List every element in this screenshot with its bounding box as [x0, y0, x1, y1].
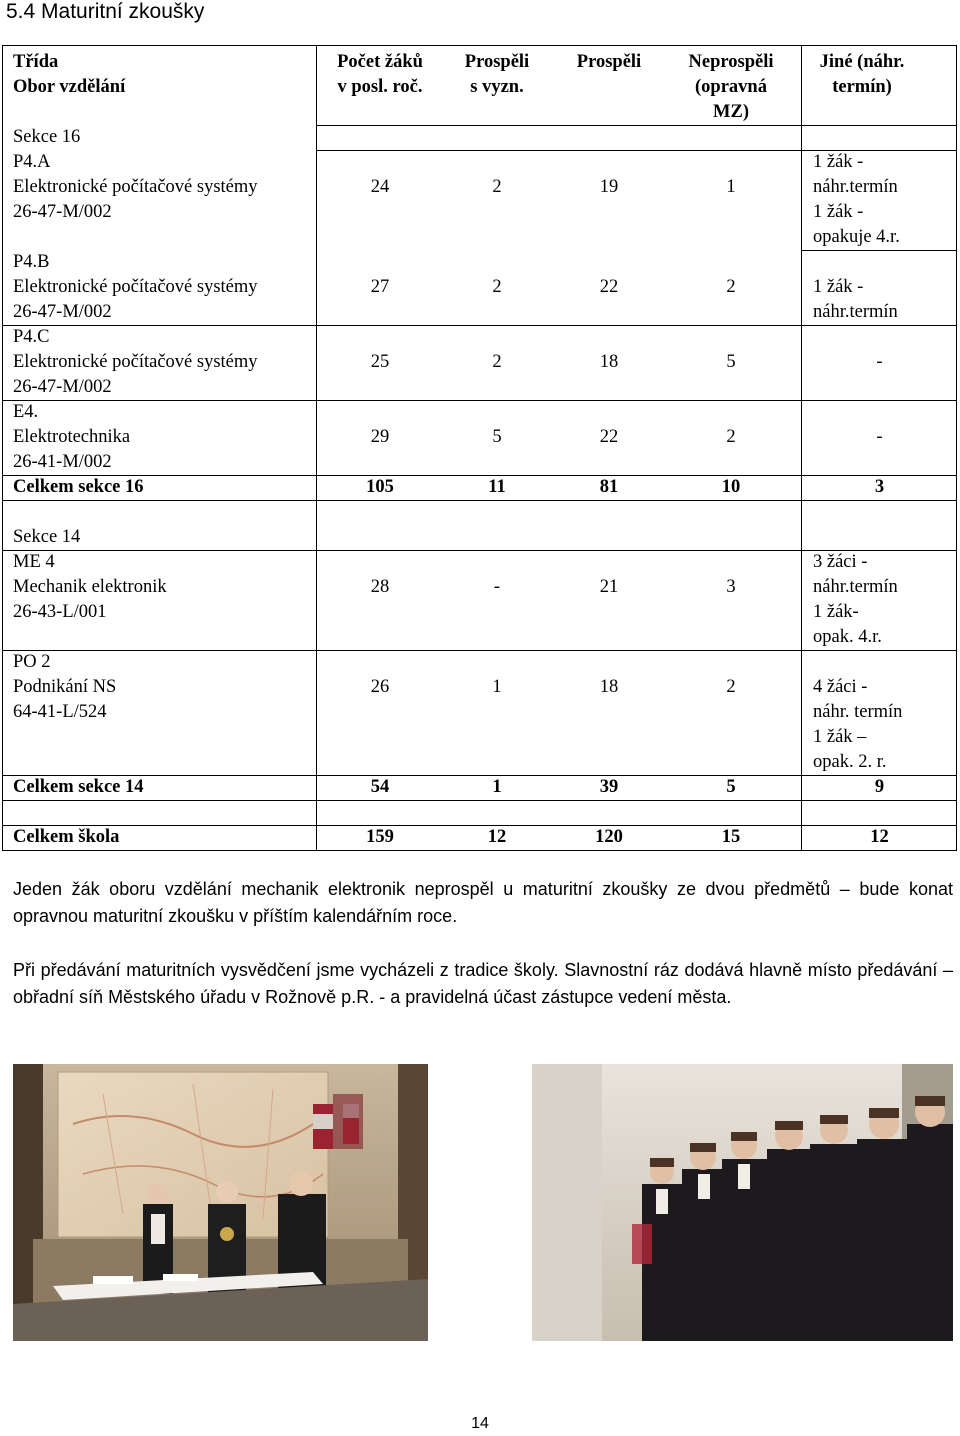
row-passed: 22 [599, 427, 619, 447]
maturita-results-table [2, 45, 957, 851]
row-honors: 2 [492, 277, 502, 297]
total-other: 3 [874, 477, 885, 497]
row-name: E4. Elektrotechnika 26-41-M/002 [13, 402, 131, 472]
row-failed: 2 [726, 427, 736, 447]
header-honors: Prospěli s vyzn. [464, 52, 530, 97]
row-other: 3 žáci - náhr.termín 1 žák- opak. 4.r. [813, 552, 898, 647]
row-other: - [876, 427, 883, 447]
row-honors: - [493, 577, 501, 597]
ceremony-hall-photo [13, 1064, 428, 1341]
row-honors: 5 [492, 427, 502, 447]
row-other: 4 žáci - náhr. termín 1 žák – opak. 2. r. [813, 677, 903, 772]
row-name: P4.A Elektronické počítačové systémy 26-47-M/002 [13, 152, 258, 222]
row-count: 27 [370, 277, 390, 297]
row-name: ME 4 Mechanik elektronik 26-43-L/001 [13, 552, 167, 622]
row-passed: 18 [599, 352, 619, 372]
note-paragraph: Jeden žák oboru vzdělání mechanik elektronik neprospěl u maturitní zkoušky ze dvou předmětů – bude konat opravnou maturitní zkoušku v příštím kalendářním roce. [13, 879, 953, 926]
total-passed: 39 [599, 777, 619, 797]
header-class: Třída Obor vzdělání [13, 52, 126, 97]
graduates-photo [532, 1064, 953, 1341]
row-other: 1 žák - náhr.termín 1 žák - opakuje 4.r. [813, 152, 900, 247]
page-number: 14 [471, 1415, 489, 1432]
total-failed: 5 [726, 777, 736, 797]
grand-total-other: 12 [870, 827, 889, 847]
row-count: 24 [370, 177, 390, 197]
row-count: 26 [370, 677, 390, 697]
grand-total-failed: 15 [721, 827, 741, 847]
row-name: PO 2 Podnikání NS 64-41-L/524 [13, 652, 117, 722]
row-passed: 22 [599, 277, 619, 297]
row-other: 1 žák - náhr.termín [813, 277, 898, 322]
row-count: 25 [370, 352, 390, 372]
row-failed: 2 [726, 277, 736, 297]
total-label: Celkem sekce 14 [13, 777, 144, 797]
total-other: 9 [874, 777, 885, 797]
row-failed: 1 [726, 177, 736, 197]
row-passed: 18 [599, 677, 619, 697]
row-failed: 2 [726, 677, 736, 697]
total-count: 54 [370, 777, 390, 797]
total-honors: 11 [488, 477, 506, 497]
section-heading: 5.4 Maturitní zkoušky [6, 0, 205, 23]
grand-total-count: 159 [366, 827, 394, 847]
row-honors: 2 [492, 177, 502, 197]
row-failed: 3 [726, 577, 736, 597]
total-count: 105 [366, 477, 394, 497]
row-name: P4.C Elektronické počítačové systémy 26-47-M/002 [13, 327, 258, 397]
section-title: Sekce 14 [13, 527, 81, 547]
row-count: 28 [370, 577, 390, 597]
ceremony-paragraph: Při předávání maturitních vysvědčení jsme vycházeli z tradice školy. Slavnostní ráz dodává hlavně místo předávání – obřadní síň Městského úřadu v Rožnově p.R. - a pravidelná účast zástupce vedení města. [13, 960, 953, 1007]
row-honors: 1 [492, 677, 502, 697]
header-other: Jiné (náhr. termín) [819, 52, 905, 97]
grand-total-label: Celkem škola [13, 827, 120, 847]
row-failed: 5 [726, 352, 736, 372]
total-honors: 1 [492, 777, 502, 797]
header-passed: Prospěli [576, 52, 642, 72]
row-passed: 21 [599, 577, 619, 597]
total-label: Celkem sekce 16 [13, 477, 144, 497]
total-failed: 10 [721, 477, 741, 497]
row-passed: 19 [599, 177, 619, 197]
row-other: - [876, 352, 883, 372]
section-title: Sekce 16 [13, 127, 81, 147]
grand-total-honors: 12 [487, 827, 507, 847]
grand-total-passed: 120 [595, 827, 623, 847]
row-name: P4.B Elektronické počítačové systémy 26-47-M/002 [13, 252, 258, 322]
total-passed: 81 [599, 477, 619, 497]
row-count: 29 [370, 427, 390, 447]
header-count: Počet žáků v posl. roč. [337, 52, 423, 97]
row-honors: 2 [492, 352, 502, 372]
header-failed: Neprospěli (opravná MZ) [688, 52, 774, 122]
